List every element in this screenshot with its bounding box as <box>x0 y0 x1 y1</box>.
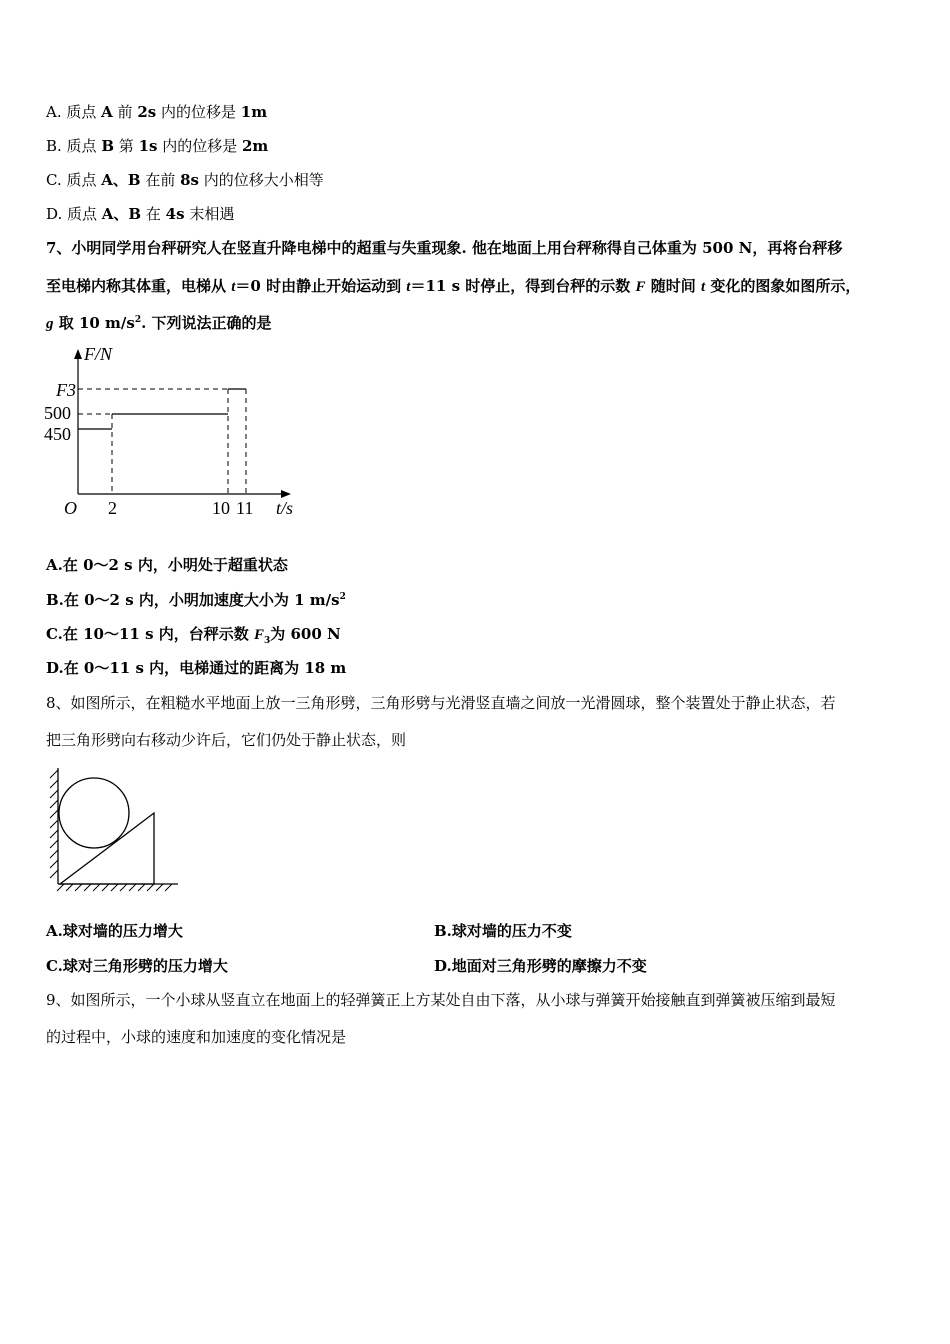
q7-option-d: D.在 0～11 s 内，电梯通过的距离为 18 m <box>46 659 347 677</box>
x-tick-11: 11 <box>236 498 254 518</box>
y-axis-label: F/N <box>84 344 113 364</box>
ground-hatching <box>57 884 172 891</box>
q7-stem-line3: g 取 10 $m/s^2$. 下列说法正确的是 <box>46 314 272 332</box>
q6-option-d: D. 质点 A、B 在 4s 末相遇 <box>46 205 235 223</box>
q9-stem-line2: 的过程中，小球的速度和加速度的变化情况是 <box>46 1028 347 1046</box>
q6-option-b: B. 质点 B 第 1s 内的位移是 2m <box>46 137 269 155</box>
wall-hatching <box>50 770 58 878</box>
smooth-ball <box>59 778 129 848</box>
y-tick-500: 500 <box>44 403 71 423</box>
x-axis-arrow-icon <box>281 490 291 498</box>
q8-option-d: D.地面对三角形劈的摩擦力不变 <box>434 957 647 975</box>
q7-stem-line2: 至电梯内称其体重，电梯从 t＝0 时由静止开始运动到 t＝11 s 时停止，得到台秤的示数 F 随时间 t 变化的图象如图所示， <box>46 277 861 295</box>
origin-label: O <box>64 498 77 518</box>
q7-option-c: C.在 10～11 s 内，台秤示数 $F_3$为 600 N <box>46 625 341 646</box>
q8-option-c: C.球对三角形劈的压力增大 <box>46 957 228 975</box>
q8-stem-line1: 8、如图所示，在粗糙水平地面上放一三角形劈，三角形劈与光滑竖直墙之间放一光滑圆球，整个装置处于静止状态，若 <box>46 694 836 712</box>
q7-force-time-graph <box>40 340 310 525</box>
x-tick-2: 2 <box>108 498 117 518</box>
q9-stem-line1: 9、如图所示，一个小球从竖直立在地面上的轻弹簧正上方某处自由下落，从小球与弹簧开始接触直到弹簧被压缩到最短 <box>46 991 836 1009</box>
triangular-wedge <box>60 813 154 884</box>
x-axis-label: t/s <box>276 498 294 518</box>
q8-stem-line2: 把三角形劈向右移动少许后，它们仍处于静止状态，则 <box>46 731 407 749</box>
q7-option-a: A.在 0～2 s 内，小明处于超重状态 <box>46 556 288 574</box>
q7-option-b: B.在 0～2 s 内，小明加速度大小为 1 $m/s^2$ <box>46 591 346 609</box>
q6-option-c: C. 质点 A、B 在前 8s 内的位移大小相等 <box>46 171 324 189</box>
q6-option-a: A. 质点 A 前 2s 内的位移是 1m <box>46 103 268 121</box>
q8-option-b: B.球对墙的压力不变 <box>434 922 572 940</box>
y-tick-f3: F3 <box>56 380 76 400</box>
y-tick-450: 450 <box>44 424 71 444</box>
q7-stem-line1: 7、小明同学用台秤研究人在竖直升降电梯中的超重与失重现象. 他在地面上用台秤称得自己体重为 500 N，再将台秤移 <box>46 239 843 257</box>
x-tick-10: 10 <box>212 498 230 518</box>
q8-option-a: A.球对墙的压力增大 <box>46 922 183 940</box>
q8-wall-ball-wedge-figure <box>40 760 190 895</box>
y-axis-arrow-icon <box>74 349 82 359</box>
